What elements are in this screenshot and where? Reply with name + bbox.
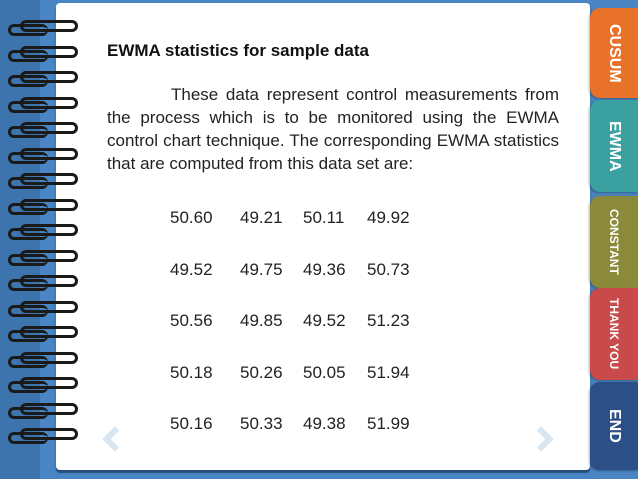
spiral-ring	[8, 375, 82, 395]
table-cell: 50.60	[170, 208, 213, 227]
spiral-ring	[8, 146, 82, 166]
spiral-ring	[8, 299, 82, 319]
table-cell: 49.52	[170, 259, 213, 279]
table-cell: 50.33	[240, 414, 283, 433]
spiral-ring	[8, 426, 82, 446]
table-cell: 50.56	[170, 311, 213, 330]
table-cell: 50.05	[303, 362, 346, 382]
spiral-ring	[8, 171, 82, 191]
tab-end-label: END	[606, 409, 623, 443]
spiral-ring	[8, 350, 82, 370]
tab-end[interactable]	[590, 382, 638, 470]
intro-paragraph: These data represent control measurements from the process which is to be monitored using the EWMA control chart technique. The corresponding EWMA statistics that are computed from this data set are:	[107, 85, 559, 173]
table-cell: 49.21	[240, 208, 283, 227]
tab-thank-you-label: THANK YOU	[607, 298, 621, 370]
table-cell: 49.92	[367, 208, 410, 227]
spiral-ring	[8, 197, 82, 217]
table-cell: 49.85	[240, 311, 283, 330]
table-cell: 49.38	[303, 414, 346, 433]
spiral-ring	[8, 222, 82, 242]
table-cell: 51.99	[367, 414, 410, 433]
notebook-page	[56, 3, 590, 470]
spiral-ring	[8, 248, 82, 268]
spiral-ring	[8, 273, 82, 293]
table-cell: 51.23	[367, 311, 410, 330]
tab-constant-label: CONSTANT	[607, 209, 621, 275]
spiral-ring	[8, 120, 82, 140]
spiral-ring	[8, 18, 82, 38]
chevron-right-icon	[528, 426, 553, 451]
tab-cusum-label: CUSUM	[606, 23, 623, 83]
tab-ewma-label: EWMA	[606, 120, 623, 172]
table-cell: 51.94	[367, 362, 410, 382]
chevron-left-icon	[102, 426, 127, 451]
table-cell: 49.52	[303, 311, 346, 330]
table-cell: 49.36	[303, 259, 346, 279]
table-cell: 49.75	[240, 259, 283, 279]
spiral-ring	[8, 95, 82, 115]
tab-cusum[interactable]	[590, 8, 638, 98]
tab-constant[interactable]	[590, 196, 638, 288]
page-title: EWMA statistics for sample data	[107, 41, 369, 60]
table-cell: 50.26	[240, 362, 283, 382]
table-cell: 50.16	[170, 414, 213, 433]
prev-slide-button[interactable]	[96, 424, 126, 454]
tab-ewma[interactable]	[590, 100, 638, 192]
spiral-ring	[8, 44, 82, 64]
table-cell: 50.73	[367, 259, 410, 279]
spiral-binding	[8, 18, 88, 458]
spiral-ring	[8, 401, 82, 421]
spiral-ring	[8, 324, 82, 344]
table-cell: 50.18	[170, 362, 213, 382]
table-cell: 50.11	[303, 208, 345, 227]
tab-thank-you[interactable]	[590, 288, 638, 380]
spiral-ring	[8, 69, 82, 89]
next-slide-button[interactable]	[530, 424, 560, 454]
